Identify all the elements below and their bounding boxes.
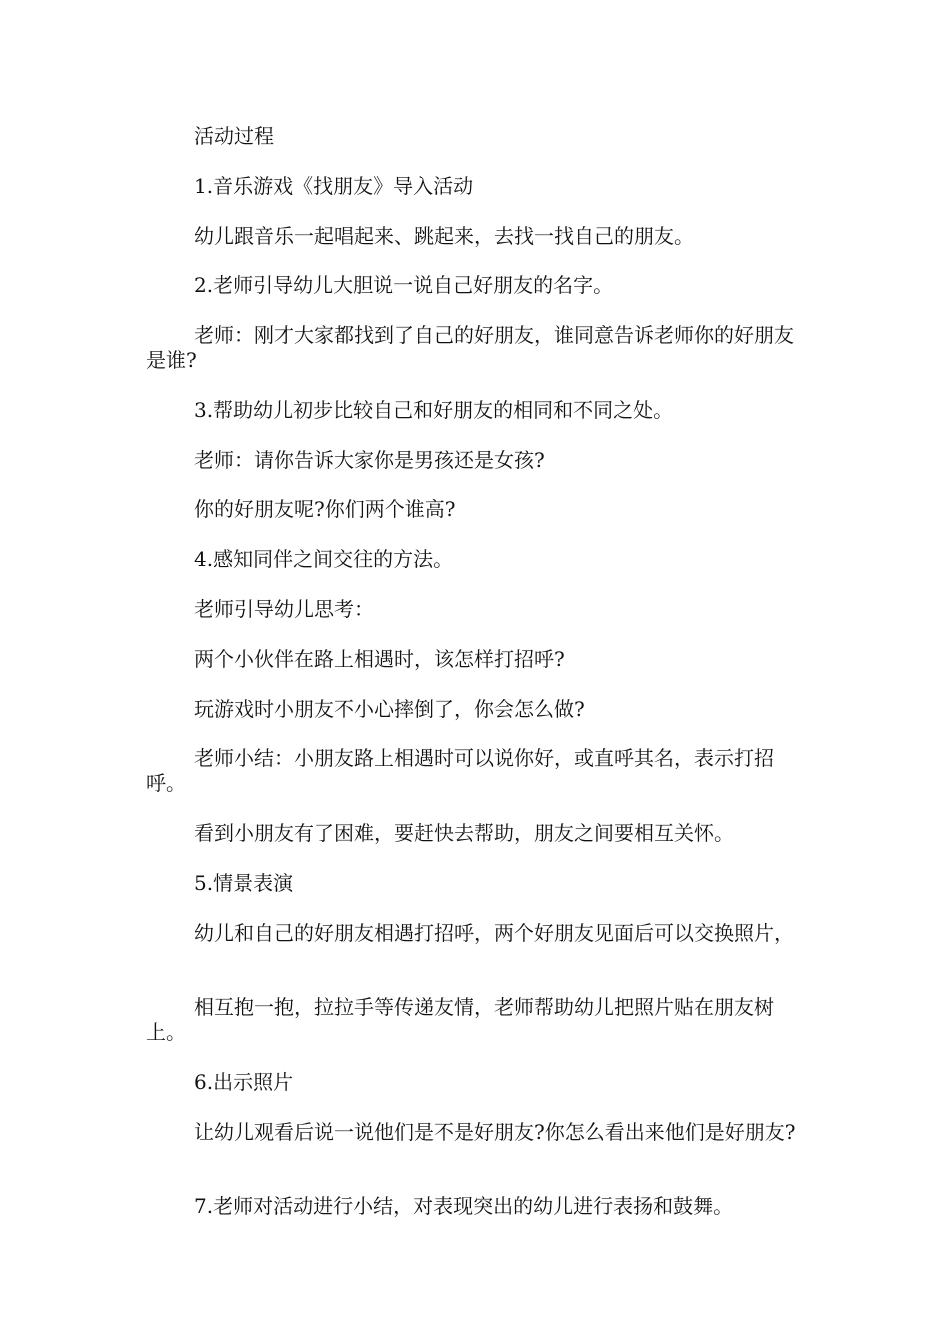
step-heading-1: 1.音乐游戏《找朋友》导入活动	[194, 174, 474, 198]
section-heading: 活动过程	[194, 124, 274, 148]
step-heading-4: 4.感知同伴之间交往的方法。	[194, 547, 454, 571]
step-heading-5: 5.情景表演	[194, 871, 294, 895]
paragraph: 看到小朋友有了困难，要赶快去帮助，朋友之间要相互关怀。	[194, 821, 734, 845]
paragraph: 让幼儿观看后说一说他们是不是好朋友?你怎么看出来他们是好朋友?	[194, 1120, 796, 1144]
step-heading-6: 6.出示照片	[194, 1070, 294, 1094]
paragraph: 幼儿跟音乐一起唱起来、跳起来，去找一找自己的朋友。	[194, 224, 694, 248]
paragraph: 相互抱一抱，拉拉手等传递友情，老师帮助幼儿把照片贴在朋友树上。	[146, 995, 774, 1044]
step-heading-7: 7.老师对活动进行小结，对表现突出的幼儿进行表扬和鼓舞。	[194, 1194, 734, 1218]
paragraph: 你的好朋友呢?你们两个谁高?	[194, 497, 456, 521]
paragraph: 老师小结：小朋友路上相遇时可以说你好，或直呼其名，表示打招呼。	[146, 746, 774, 795]
paragraph: 老师：刚才大家都找到了自己的好朋友，谁同意告诉老师你的好朋友是谁?	[146, 323, 794, 372]
paragraph: 幼儿和自己的好朋友相遇打招呼，两个好朋友见面后可以交换照片，	[194, 921, 794, 945]
step-heading-3: 3.帮助幼儿初步比较自己和好朋友的相同和不同之处。	[194, 398, 674, 422]
step-heading-2: 2.老师引导幼儿大胆说一说自己好朋友的名字。	[194, 273, 614, 297]
paragraph: 老师：请你告诉大家你是男孩还是女孩?	[194, 448, 545, 472]
paragraph: 老师引导幼儿思考：	[194, 597, 374, 621]
paragraph: 玩游戏时小朋友不小心摔倒了，你会怎么做?	[194, 697, 585, 721]
paragraph: 两个小伙伴在路上相遇时，该怎样打招呼?	[194, 647, 565, 671]
